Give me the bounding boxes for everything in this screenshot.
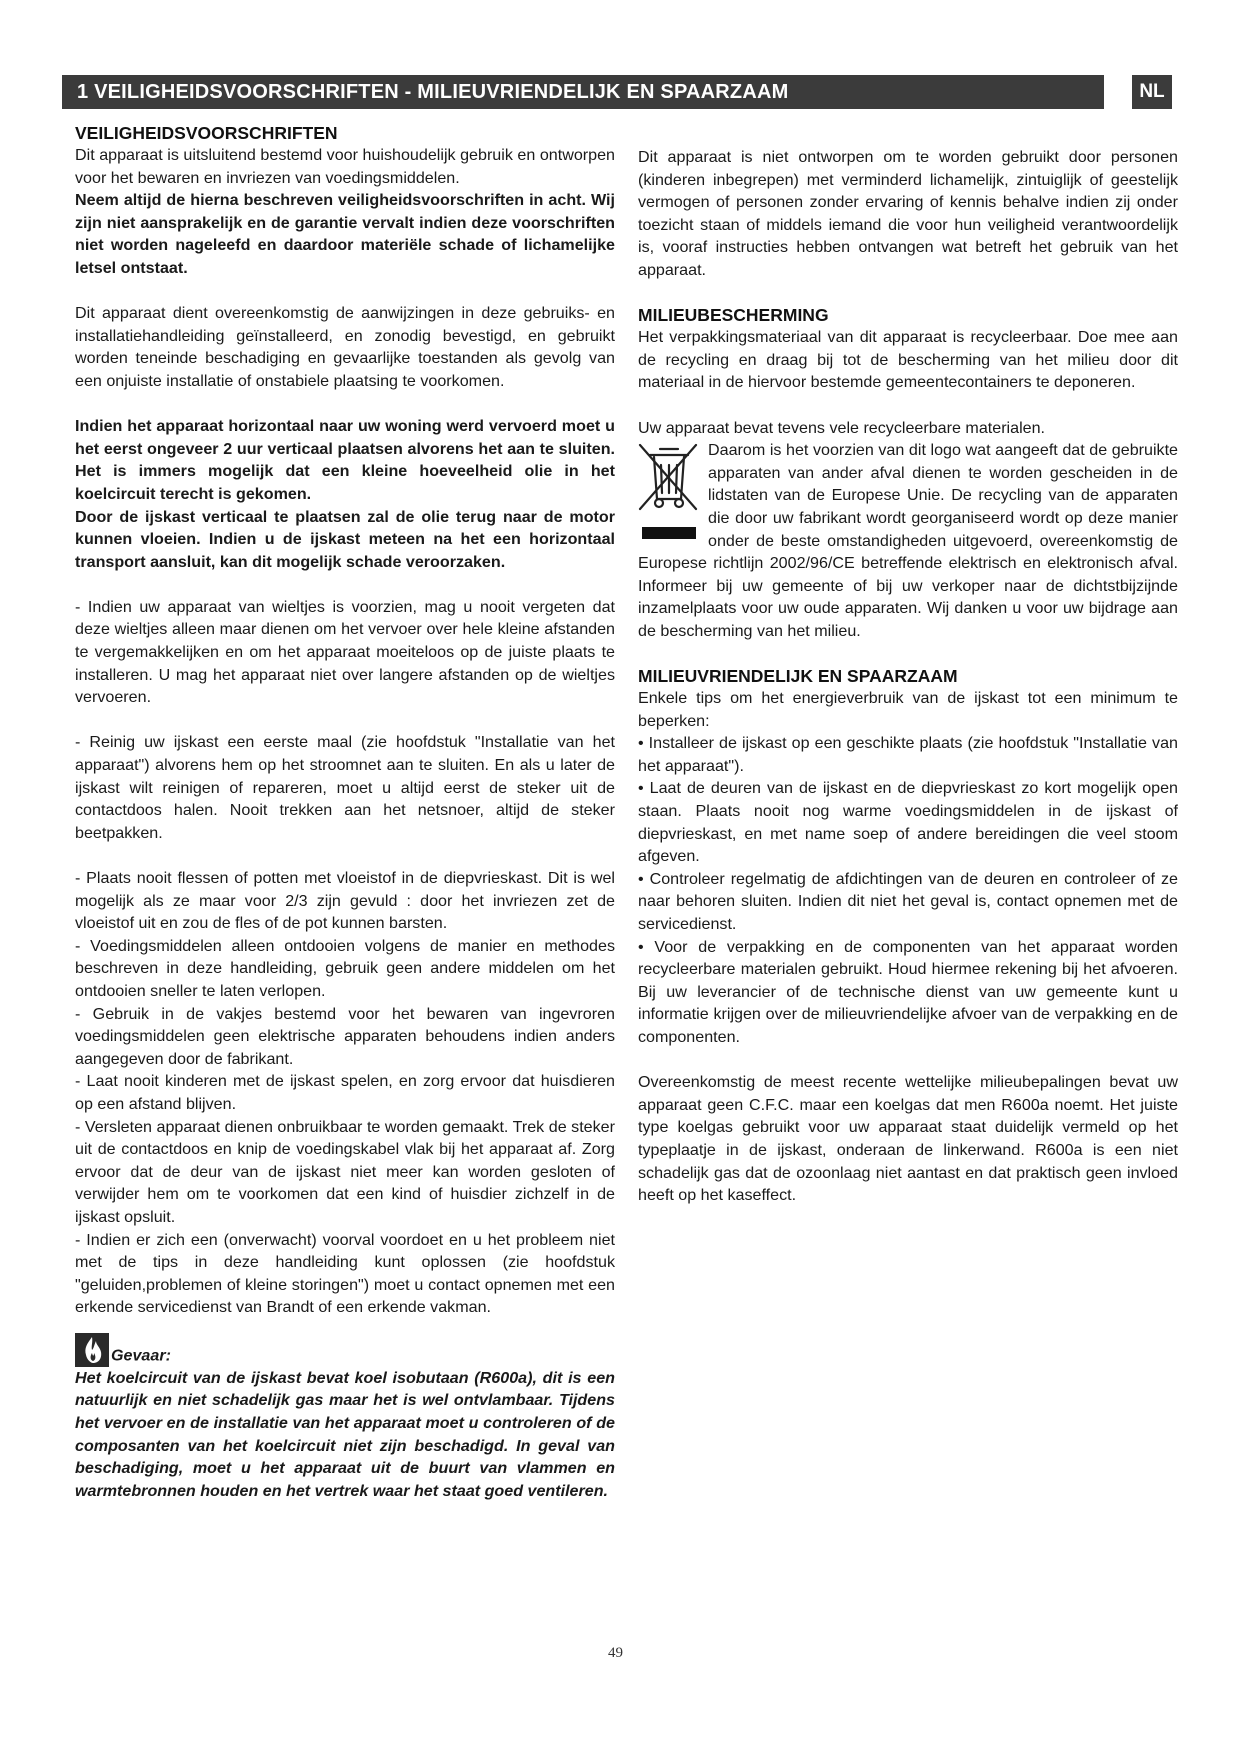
bullet-item: • Voor de verpakking en de componenten van het apparaat worden recycleerbare materialen gebruikt. Houd hiermee rekening bij het afvoeren. Bij uw leverancier of de technische dienst van uw gemeente kunt u informatie krijgen over de milieuvriendelijke afvoer van de verpakking en de componenten. (638, 937, 1178, 1046)
section-header: 1 VEILIGHEIDSVOORSCHRIFTEN - MILIEUVRIENDELIJK EN SPAARZAAM (62, 75, 1104, 109)
crossed-out-bin-icon (638, 441, 700, 549)
bullet-item: • Controleer regelmatig de afdichtingen van de deuren en controleer of ze naar behoren sluiten. Indien dit niet het geval is, contact opnemen met de servicedienst. (638, 869, 1178, 933)
weee-block (638, 439, 1178, 642)
paragraph: Enkele tips om het energieverbruik van de ijskast tot een minimum te beperken: (638, 689, 1178, 730)
paragraph-bold: Door de ijskast verticaal te plaatsen zal de olie terug naar de motor kunnen vloeien. Indien u de ijskast meteen na het een horizontaal transport aansluit, kan dit mogelijk schade veroorzaken. (75, 507, 615, 571)
left-column (75, 122, 615, 1502)
bullet-item: • Laat de deuren van de ijskast en de diepvrieskast zo kort mogelijk open staan. Plaats nooit nog warme voedingsmiddelen in de ijskast of diepvrieskast, en met name soep of andere bereidingen die veel stoom afgeven. (638, 779, 1178, 866)
paragraph: - Voedingsmiddelen alleen ontdooien volgens de manier en methodes beschreven in deze handleiding, gebruik geen andere middelen om het ontdooien sneller te laten verlopen. (75, 936, 615, 1000)
paragraph: Overeenkomstig de meest recente wettelijke milieubepalingen bevat uw apparaat geen C.F.C. maar een koelgas dat men R600a noemt. Het juiste type koelgas gebruikt voor uw apparaat staat duidelijk vermeld op het typeplaatje in de ijskast, onderaan de linkerwand. R600a is een niet schadelijk gas dat de ozoonlaag niet aantast en dat praktisch geen invloed heeft op het kaseffect. (638, 1073, 1178, 1205)
paragraph: - Reinig uw ijskast een eerste maal (zie hoofdstuk "Installatie van het apparaat") alvorens hem op het stroomnet aan te sluiten. En als u later de ijskast wilt reinigen of repareren, moet u altijd eerst de steker uit de contactdoos halen. Nooit trekken aan het netsnoer, altijd de steker beetpakken. (75, 733, 615, 842)
paragraph: - Plaats nooit flessen of potten met vloeistof in de diepvrieskast. Dit is wel mogelijk als ze maar voor 2/3 zijn gevuld : door het invriezen zet de vloeistof uit en zou de fles of de pot kunnen barsten. (75, 869, 615, 933)
danger-label: Gevaar: (111, 1346, 171, 1365)
heading-milieu: MILIEUBESCHERMING (638, 305, 829, 326)
paragraph: - Laat nooit kinderen met de ijskast spelen, en zorg ervoor dat huisdieren op een afstand blijven. (75, 1072, 615, 1113)
heading-safety: VEILIGHEIDSVOORSCHRIFTEN (75, 123, 338, 143)
paragraph-bold: Indien het apparaat horizontaal naar uw woning werd vervoerd moet u het eerst ongeveer 2 uur verticaal plaatsen alvorens het aan te sluiten. Het is immers mogelijk dat een kleine hoeveelheid olie in het koelcircuit terecht is gekomen. (75, 417, 615, 503)
danger-warning (75, 1333, 615, 1503)
paragraph: Dit apparaat is uitsluitend bestemd voor huishoudelijk gebruik en ontworpen voor het bewaren en invriezen van voedingsmiddelen. (75, 146, 615, 187)
paragraph: - Gebruik in de vakjes bestemd voor het bewaren van ingevroren voedingsmiddelen geen elektrische apparaten behoudens indien anders aangegeven door de fabrikant. (75, 1004, 615, 1068)
paragraph: Dit apparaat dient overeenkomstig de aanwijzingen in deze gebruiks- en installatiehandleiding geïnstalleerd, en zonodig bevestigd, en gebruikt worden teneinde beschadiging en gevaarlijke toestanden als gevolg van een onjuiste installatie of onstabiele plaatsing te voorkomen. (75, 304, 615, 390)
flame-danger-icon (75, 1333, 109, 1367)
paragraph: - Indien uw apparaat van wieltjes is voorzien, mag u nooit vergeten dat deze wieltjes alleen maar dienen om het vervoer over hele kleine afstanden te vergemakkelijken en om het apparaat moeiteloos op de juiste plaats te installeren. U mag het apparaat niet over langere afstanden op de wieltjes vervoeren. (75, 597, 615, 707)
paragraph: Dit apparaat is niet ontworpen om te worden gebruikt door personen (kinderen inbegrepen) met verminderd lichamelijk, zintuiglijk of geestelijk vermogen of personen zonder ervaring of kennis behalve indien zij onder toezicht staan of middels iemand die voor hun veiligheid verantwoordelijk is, vooraf instructies hebben ontvangen wat betreft het gebruik van het apparaat. (638, 148, 1178, 279)
bullet-item: • Installeer de ijskast op een geschikte plaats (zie hoofdstuk "Installatie van het apparaat"). (638, 734, 1178, 775)
paragraph: Daarom is het voorzien van dit logo wat aangeeft dat de gebruikte apparaten van ander afval dienen te worden gescheiden in de lidstaten van de Europese Unie. De recycling van de apparaten die door uw fabrikant wordt georganiseerd wordt op deze manier onder de beste omstandigheden uitgevoerd, overeenkomstig de Europese richtlijn 2002/96/CE betreffende elektrisch en elektronisch afval. Informeer bij uw gemeente of bij uw verkoper naar de dichtstbijzijnde inzamelplaats voor uw oude apparaten. Wij danken u voor uw bijdrage aan de bescherming van het milieu. (638, 441, 1178, 640)
danger-text: Het koelcircuit van de ijskast bevat koel isobutaan (R600a), dit is een natuurlijk en niet schadelijk gas maar het is wel ontvlambaar. Tijdens het vervoer en de installatie van het apparaat moet u controleren of de composanten van het koelcircuit niet zijn beschadigd. In geval van beschadiging, moet u het apparaat uit de buurt van vlammen en warmtebronnen houden en het vertrek waar het staat goed ventileren. (75, 1368, 615, 1500)
paragraph: Het verpakkingsmateriaal van dit apparaat is recycleerbaar. Doe mee aan de recycling en draag bij tot de bescherming van het milieu door dit materiaal in de hiervoor bestemde gemeentecontainers te deponeren. (638, 328, 1178, 392)
paragraph-bold: Neem altijd de hierna beschreven veiligheidsvoorschriften in acht. Wij zijn niet aansprakelijk en de garantie vervalt indien deze voorschriften niet worden nageleefd en daardoor materiële schade of lichamelijke letsel ontstaat. (75, 191, 615, 277)
page-number: 49 (608, 1645, 623, 1661)
heading-eco: MILIEUVRIENDELIJK EN SPAARZAAM (638, 666, 958, 687)
paragraph: Uw apparaat bevat tevens vele recycleerbare materialen. (638, 418, 1046, 437)
language-badge: NL (1132, 75, 1172, 109)
paragraph: - Versleten apparaat dienen onbruikbaar te worden gemaakt. Trek de steker uit de contactdoos en knip de voedingskabel vlak bij het apparaat af. Zorg ervoor dat de deur van de ijskast niet meer kan worden gesloten of verwijder hem om te voorkomen dat een kind of huisdier zichzelf in de ijskast opsluit. (75, 1117, 615, 1226)
paragraph: - Indien er zich een (onverwacht) voorval voordoet en u het probleem niet met de tips in deze handleiding kunt oplossen (zie hoofdstuk "geluiden,problemen of kleine storingen") moet u contact opnemen met een erkende servicedienst van Brandt of een erkende vakman. (75, 1230, 615, 1317)
right-column (638, 146, 1178, 1207)
